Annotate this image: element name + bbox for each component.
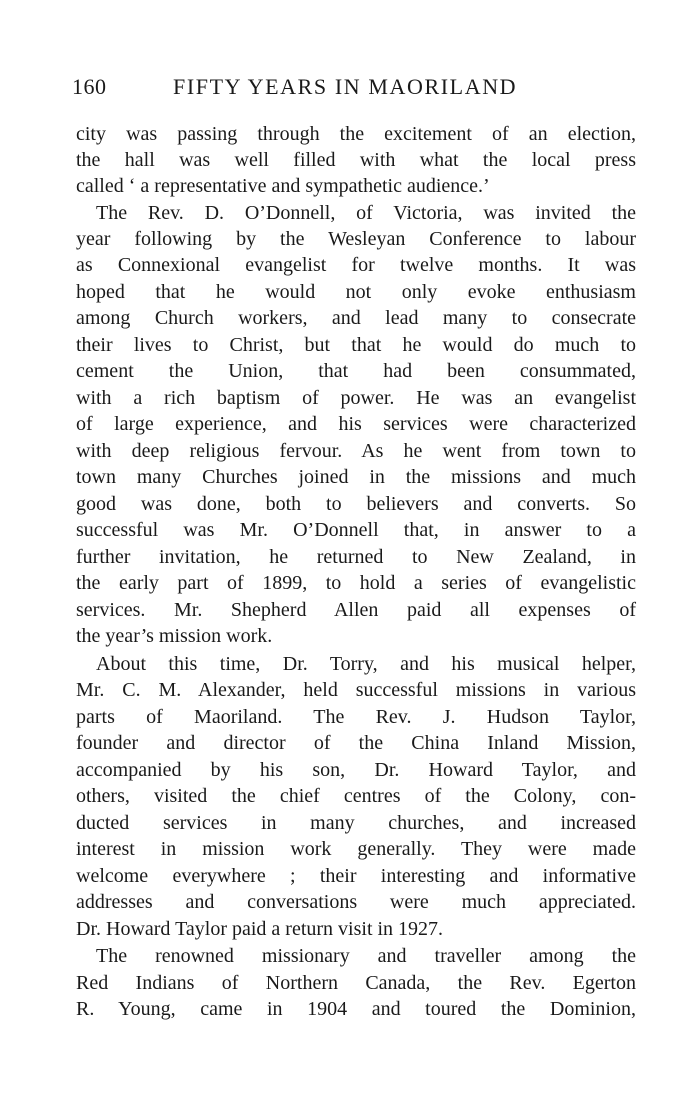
text-line: further invitation, he returned to New Zealand, in — [76, 546, 636, 568]
text-line: the hall was well filled with what the local press — [76, 149, 636, 171]
running-title: FIFTY YEARS IN MAORILAND — [173, 74, 518, 99]
text-line: the early part of 1899, to hold a series of evangelistic — [76, 572, 636, 594]
text-line: city was passing through the excitement of an election, — [76, 123, 636, 145]
text-line: Dr. Howard Taylor paid a return visit in 1927. — [76, 918, 444, 940]
text-line: services. Mr. Shepherd Allen paid all expenses of — [76, 599, 636, 621]
text-line: Mr. C. M. Alexander, held successful missions in various — [76, 679, 636, 701]
text-line: others, visited the chief centres of the Colony, con- — [76, 785, 636, 807]
text-line: interest in mission work generally. They were made — [76, 838, 636, 860]
text-line: ducted services in many churches, and increased — [76, 812, 636, 834]
text-line: addresses and conversations were much appreciated. — [76, 891, 636, 913]
text-line: with a rich baptism of power. He was an evangelist — [76, 387, 636, 409]
text-line: parts of Maoriland. The Rev. J. Hudson Taylor, — [76, 706, 636, 728]
text-line: their lives to Christ, but that he would do much to — [76, 334, 636, 356]
text-line: cement the Union, that had been consummated, — [76, 360, 636, 382]
text-line: successful was Mr. O’Donnell that, in answer to a — [76, 519, 636, 541]
text-line: among Church workers, and lead many to consecrate — [76, 307, 636, 329]
running-head — [72, 72, 642, 102]
text-line: The Rev. D. O’Donnell, of Victoria, was invited the — [96, 202, 636, 224]
text-line: town many Churches joined in the missions and much — [76, 466, 636, 488]
text-line: year following by the Wesleyan Conference to labour — [76, 228, 636, 250]
text-line: accompanied by his son, Dr. Howard Taylor, and — [76, 759, 636, 781]
text-line: welcome everywhere ; their interesting and informative — [76, 865, 636, 887]
text-line: called ‘ a representative and sympathetic audience.’ — [76, 175, 490, 197]
text-line: with deep religious fervour. As he went from town to — [76, 440, 636, 462]
text-line: founder and director of the China Inland Mission, — [76, 732, 636, 754]
text-line: as Connexional evangelist for twelve months. It was — [76, 254, 636, 276]
text-line: The renowned missionary and traveller among the — [96, 945, 636, 967]
text-line: good was done, both to believers and converts. So — [76, 493, 636, 515]
text-line: the year’s mission work. — [76, 625, 273, 647]
text-line: of large experience, and his services were characterized — [76, 413, 636, 435]
page-number: 160 — [72, 74, 107, 99]
text-line: hoped that he would not only evoke enthusiasm — [76, 281, 636, 303]
text-line: Red Indians of Northern Canada, the Rev. Egerton — [76, 972, 636, 994]
text-line: About this time, Dr. Torry, and his musical helper, — [96, 653, 636, 675]
text-line: R. Young, came in 1904 and toured the Dominion, — [76, 998, 636, 1020]
